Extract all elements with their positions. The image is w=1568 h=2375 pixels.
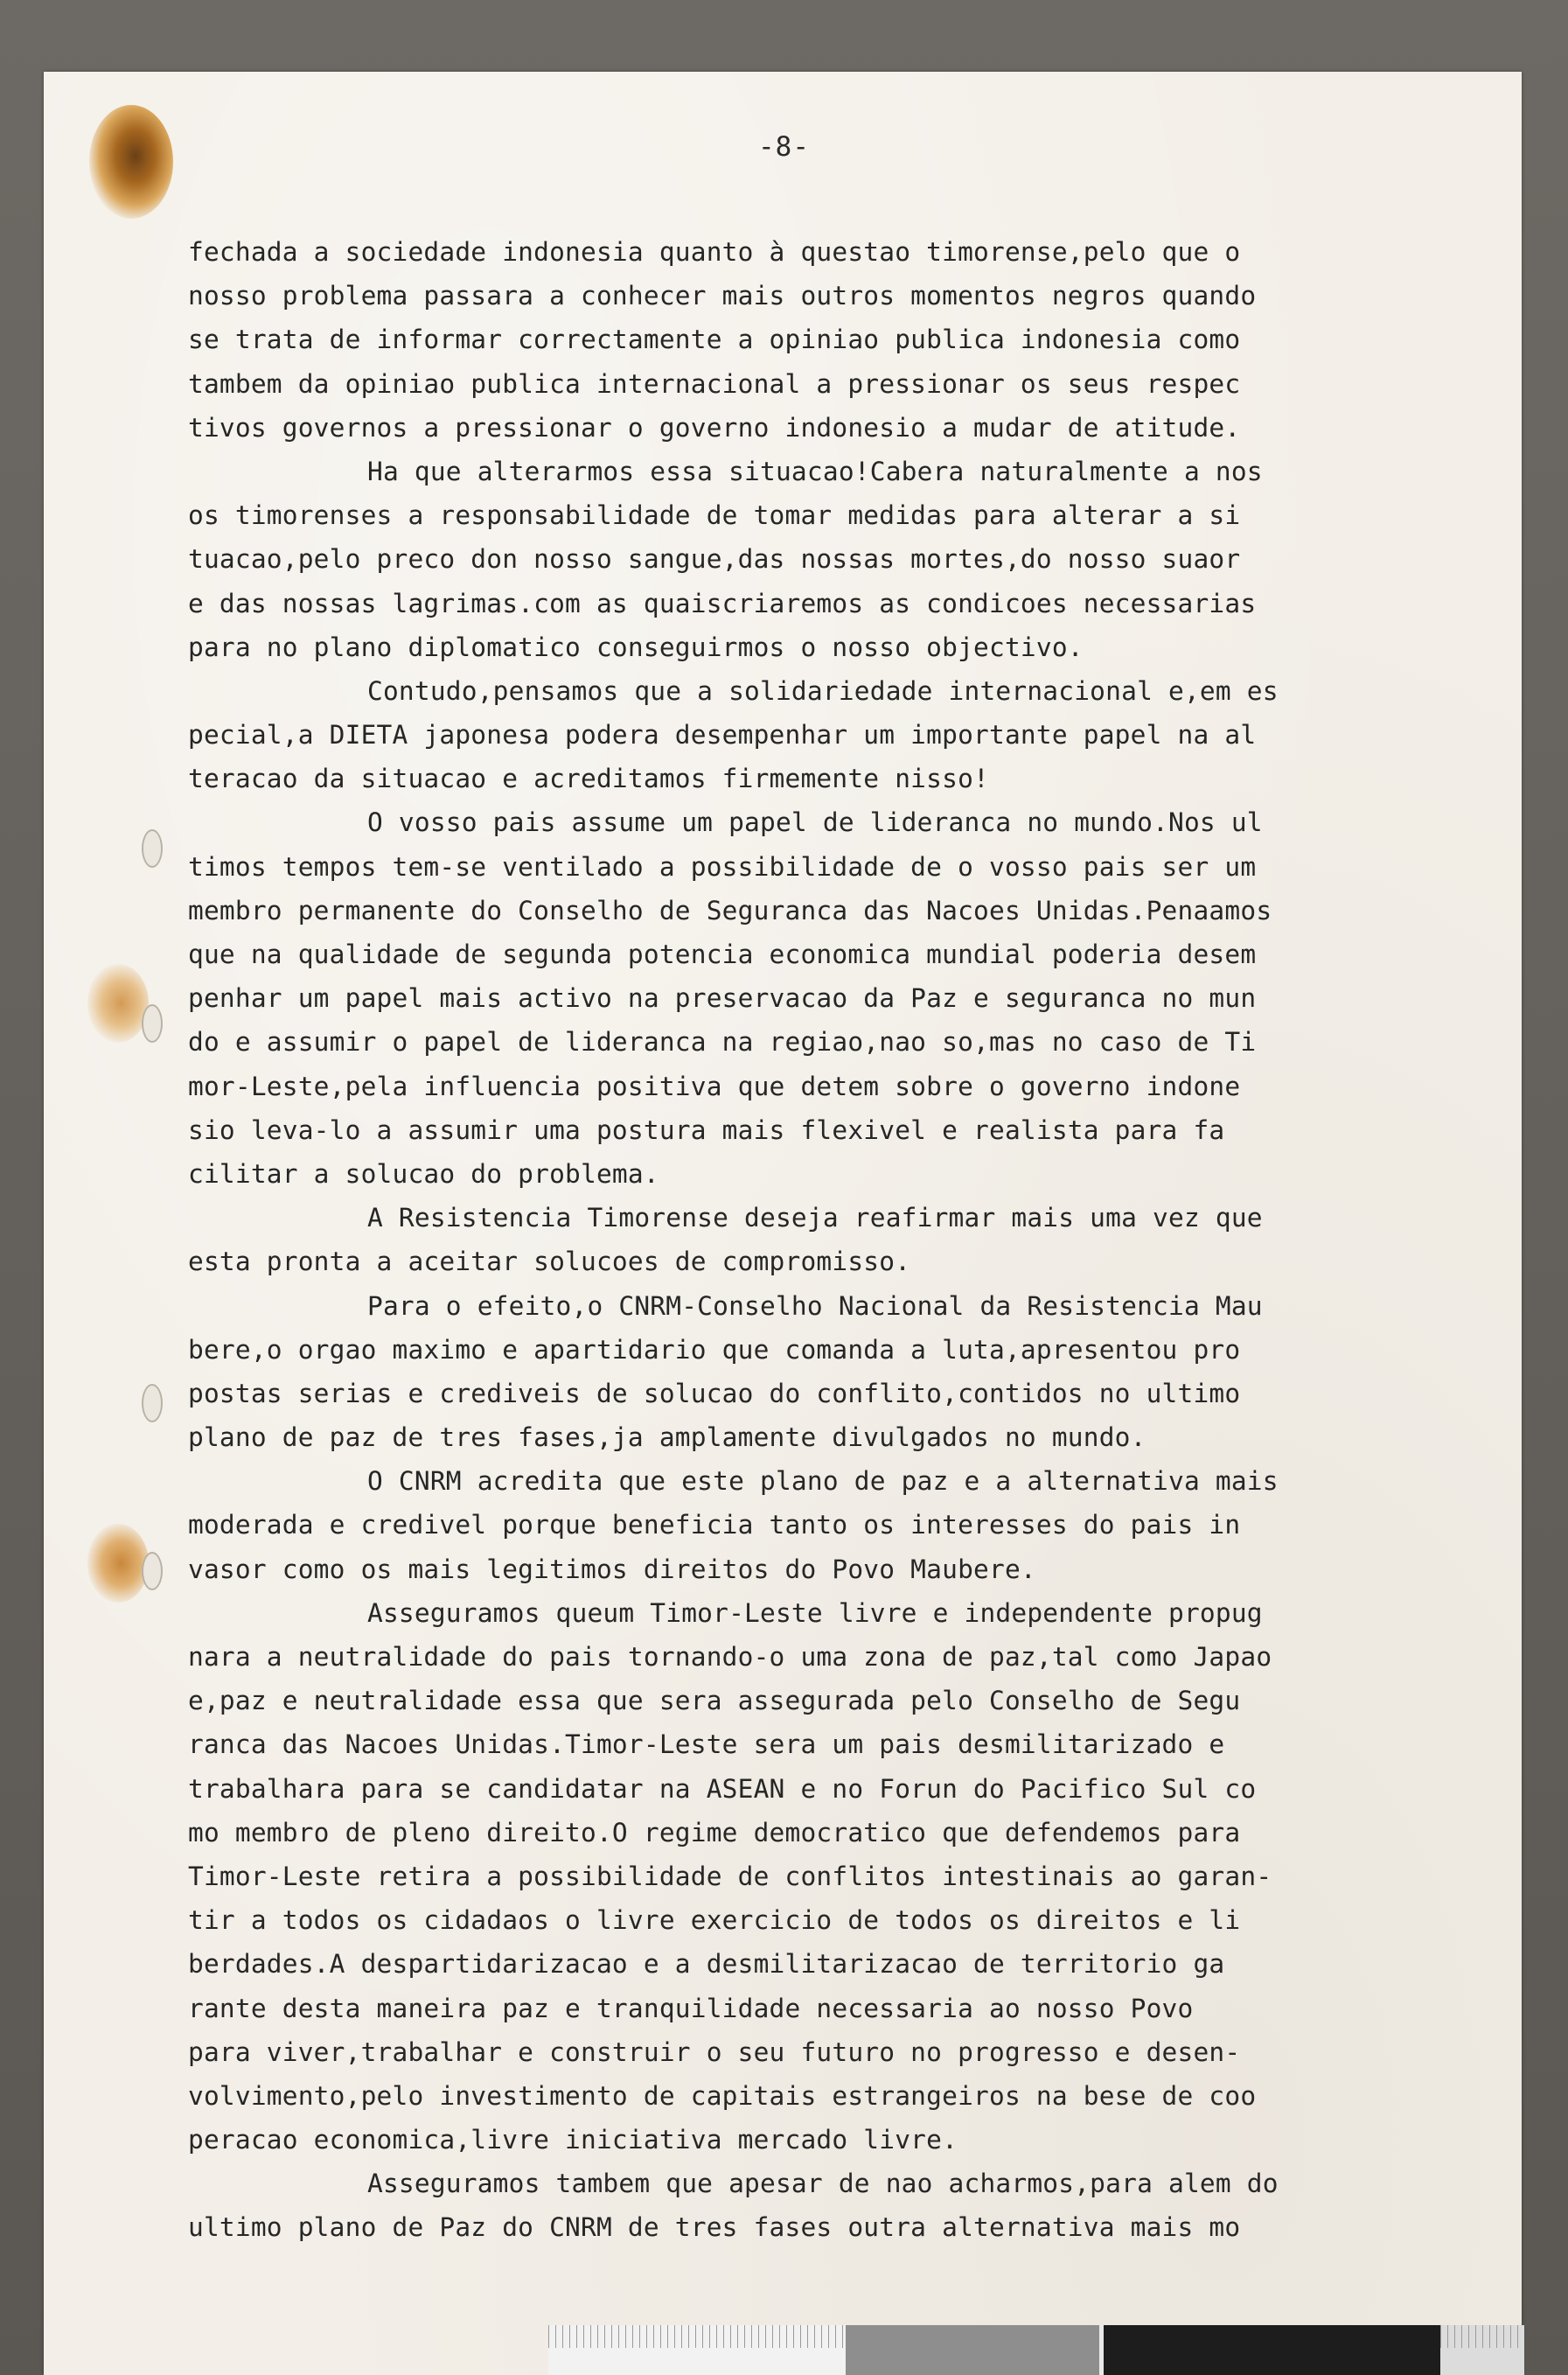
text-line: trabalhara para se candidatar na ASEAN e no Forun do Pacifico Sul co (188, 1773, 1257, 1804)
text-line: nosso problema passara a conhecer mais outros momentos negros quando (188, 281, 1257, 311)
text-line: postas serias e crediveis de solucao do conflito,contidos no ultimo (188, 1378, 1241, 1408)
document-body (188, 230, 1474, 2250)
text-line: pecial,a DIETA japonesa podera desempenhar um importante papel na al (188, 720, 1257, 751)
text-line: berdades.A despartidarizacao e a desmilitarizacao de territorio ga (188, 1949, 1225, 1980)
text-line: para no plano diplomatico conseguirmos o nosso objectivo. (188, 632, 1084, 662)
text-line: Timor-Leste retira a possibilidade de conflitos intestinais ao garan- (188, 1861, 1272, 1891)
text-line: rante desta maneira paz e tranquilidade necessaria ao nosso Povo (188, 1993, 1194, 2023)
text-line: mo membro de pleno direito.O regime democratico que defendemos para (188, 1817, 1241, 1848)
text-line: os timorenses a responsabilidade de tomar medidas para alterar a si (188, 500, 1241, 531)
paragraph-start-line: Para o efeito,o CNRM-Conselho Nacional da Resistencia Mau (367, 1290, 1263, 1321)
text-line: e das nossas lagrimas.com as quaiscriaremos as condicoes necessarias (188, 588, 1257, 618)
text-line: peracao economica,livre iniciativa mercado livre. (188, 2125, 958, 2155)
punch-hole (142, 1004, 163, 1043)
scale-ruler-end (1440, 2325, 1524, 2375)
grey-patch (846, 2325, 1099, 2375)
scale-ruler (548, 2325, 846, 2375)
text-line: timos tempos tem-se ventilado a possibilidade de o vosso pais ser um (188, 851, 1257, 882)
text-line: membro permanente do Conselho de Seguranca das Nacoes Unidas.Penaamos (188, 895, 1272, 926)
paragraph-start-line: O CNRM acredita que este plano de paz e a alternativa mais (367, 1466, 1279, 1497)
paragraph-start-line: Asseguramos tambem que apesar de nao acharmos,para alem do (367, 2169, 1279, 2199)
text-line: tambem da opiniao publica internacional a pressionar os seus respec (188, 368, 1241, 399)
punch-hole (142, 829, 163, 868)
page-number: -8- (758, 131, 810, 163)
burn-stain-lower (87, 1524, 149, 1603)
text-line: bere,o orgao maximo e apartidario que comanda a luta,apresentou pro (188, 1334, 1241, 1365)
paragraph-start-line: O vosso pais assume um papel de lideranca no mundo.Nos ul (367, 807, 1263, 838)
text-line: plano de paz de tres fases,ja amplamente divulgados no mundo. (188, 1422, 1146, 1453)
text-line: mor-Leste,pela influencia positiva que detem sobre o governo indone (188, 1071, 1241, 1101)
text-line: penhar um papel mais activo na preservacao da Paz e seguranca no mun (188, 983, 1257, 1014)
text-line: moderada e credivel porque beneficia tanto os interesses do pais in (188, 1510, 1241, 1540)
text-line: se trata de informar correctamente a opiniao publica indonesia como (188, 325, 1241, 355)
paragraph-start-line: Contudo,pensamos que a solidariedade internacional e,em es (367, 675, 1279, 706)
text-line: tivos governos a pressionar o governo indonesio a mudar de atitude. (188, 412, 1241, 443)
scan-calibration-strip (548, 2325, 1524, 2375)
text-line: esta pronta a aceitar solucoes de compromisso. (188, 1247, 911, 1277)
text-line: ranca das Nacoes Unidas.Timor-Leste sera um pais desmilitarizado e (188, 1729, 1225, 1760)
text-line: volvimento,pelo investimento de capitais estrangeiros na bese de coo (188, 2080, 1257, 2111)
text-line: que na qualidade de segunda potencia economica mundial poderia desem (188, 940, 1257, 969)
text-line: cilitar a solucao do problema. (188, 1158, 659, 1189)
paragraph-start-line: A Resistencia Timorense deseja reafirmar mais uma vez que (367, 1203, 1263, 1233)
text-line: vasor como os mais legitimos direitos do Povo Maubere. (188, 1554, 1036, 1584)
text-line: do e assumir o papel de lideranca na regiao,nao so,mas no caso de Ti (188, 1027, 1257, 1058)
text-line: ultimo plano de Paz do CNRM de tres fases outra alternativa mais mo (188, 2212, 1241, 2243)
text-line: para viver,trabalhar e construir o seu futuro no progresso e desen- (188, 2036, 1241, 2067)
punch-hole (142, 1552, 163, 1590)
text-line: e,paz e neutralidade essa que sera assegurada pelo Conselho de Segu (188, 1686, 1241, 1716)
burn-stain-middle (87, 964, 149, 1043)
paragraph-start-line: Ha que alterarmos essa situacao!Cabera naturalmente a nos (367, 456, 1263, 486)
text-line: fechada a sociedade indonesia quanto à questao timorense,pelo que o (188, 237, 1241, 267)
punch-hole (142, 1384, 163, 1422)
text-line: tir a todos os cidadaos o livre exercicio de todos os direitos e li (188, 1905, 1241, 1936)
text-line: sio leva-lo a assumir uma postura mais flexivel e realista para fa (188, 1114, 1225, 1145)
white-patch (1099, 2325, 1104, 2375)
paragraph-start-line: Asseguramos queum Timor-Leste livre e independente propug (367, 1597, 1263, 1628)
text-line: teracao da situacao e acreditamos firmemente nisso! (188, 764, 989, 794)
text-line: tuacao,pelo preco don nosso sangue,das nossas mortes,do nosso suaor (188, 544, 1241, 575)
text-line: nara a neutralidade do pais tornando-o uma zona de paz,tal como Japao (188, 1642, 1272, 1672)
